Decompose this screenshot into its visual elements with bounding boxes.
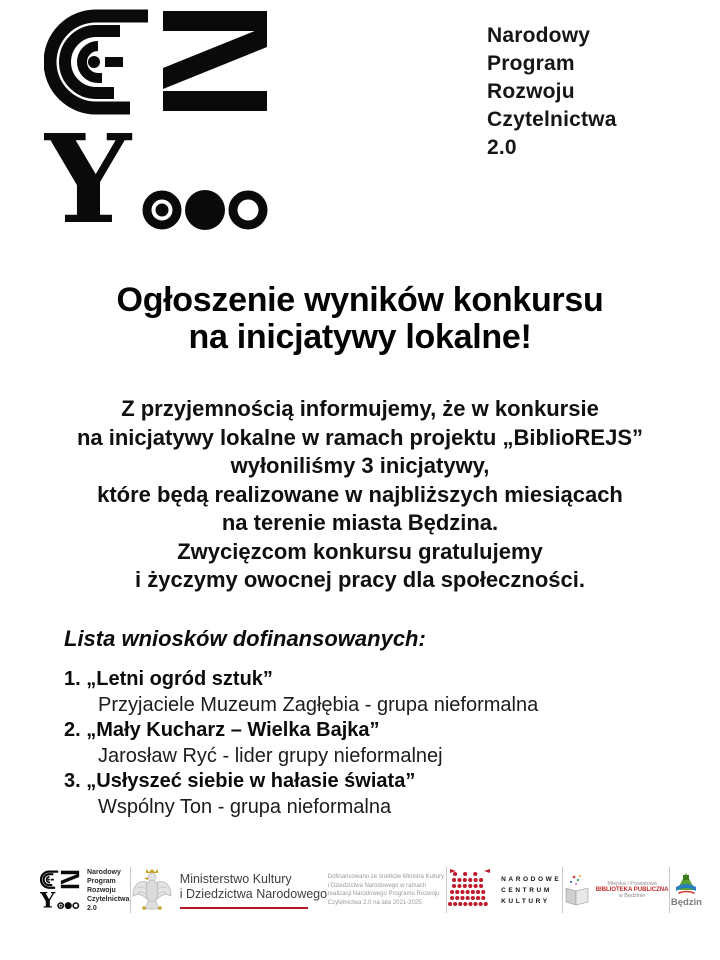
footer-ministry-text bbox=[180, 872, 327, 909]
intro-line: Z przyjemnością informujemy, że w konkursie bbox=[121, 396, 599, 421]
czytelnictwo-logo-icon bbox=[44, 8, 272, 234]
footer-nprcz-line: Rozwoju bbox=[87, 886, 116, 894]
footer-funding-disclaimer bbox=[328, 873, 446, 907]
footer-nprcz-line: 2.0 bbox=[87, 904, 97, 912]
footer-nprcz-text bbox=[87, 868, 129, 913]
nck-name-line: CENTRUM bbox=[501, 886, 552, 894]
library-name-line: w Będzinie bbox=[618, 893, 646, 899]
project-title bbox=[64, 718, 684, 744]
ministry-name-line: i Dziedzictwa Narodowego bbox=[179, 886, 328, 901]
program-name-line: Program bbox=[487, 52, 575, 75]
nck-name-line: NARODOWE bbox=[501, 875, 562, 883]
list-item bbox=[64, 769, 684, 820]
list-heading: Lista wniosków dofinansowanych: bbox=[64, 626, 426, 651]
czytelnictwo-logo-small-icon bbox=[40, 870, 80, 910]
project-applicant: Przyjaciele Muzeum Zagłębia - grupa nieformalna bbox=[98, 693, 539, 716]
intro-line: Zwycięzcom konkursu gratulujemy bbox=[177, 538, 543, 564]
library-name-line: Miejska i Powiatowa bbox=[607, 881, 657, 887]
nck-name-line: KULTURY bbox=[501, 897, 550, 905]
footer-nprcz-line: Czytelnictwa bbox=[87, 895, 130, 903]
program-name bbox=[487, 22, 617, 162]
project-number: 2. bbox=[64, 719, 81, 742]
project-number: 3. bbox=[64, 770, 81, 793]
intro-line: i życzymy owocnej pracy dla społeczności. bbox=[135, 567, 585, 592]
nck-castle-icon bbox=[448, 869, 492, 911]
intro-line: które będą realizowane w najbliższych miesiącach bbox=[97, 481, 623, 507]
footer-nck-logo bbox=[448, 869, 561, 911]
footer-nck-text bbox=[501, 874, 561, 907]
list-item bbox=[64, 718, 684, 769]
intro-line: wyłoniliśmy 3 inicjatywy, bbox=[230, 453, 490, 478]
footer-bedzin-logo bbox=[671, 872, 702, 908]
program-name-line: Rozwoju bbox=[487, 80, 575, 103]
project-number: 1. bbox=[64, 668, 81, 690]
footer-nprcz-line: Narodowy bbox=[87, 868, 121, 876]
disclaimer-line: Czytelnictwa 2.0 na lata 2021-2025. bbox=[327, 899, 424, 906]
project-title-text: „Letni ogród sztuk” bbox=[86, 668, 273, 690]
footer-nprcz-line: Program bbox=[87, 877, 116, 885]
program-name-line: 2.0 bbox=[487, 136, 517, 159]
page-title bbox=[0, 282, 720, 356]
bedzin-city-icon bbox=[673, 872, 699, 896]
library-name-line: BIBLIOTEKA PUBLICZNA bbox=[595, 887, 669, 893]
open-book-icon bbox=[564, 874, 590, 906]
footer-library-text bbox=[596, 881, 669, 899]
footer-library-logo bbox=[564, 874, 669, 906]
page-title-line: Ogłoszenie wyników konkursu bbox=[116, 281, 604, 319]
list-item bbox=[64, 667, 684, 718]
ministry-name-line: Ministerstwo Kultury bbox=[179, 871, 292, 886]
ministry-red-underline bbox=[180, 907, 308, 909]
funded-projects-list bbox=[64, 667, 684, 821]
eagle-emblem-icon bbox=[132, 867, 172, 913]
intro-paragraph bbox=[0, 395, 720, 595]
disclaimer-line: Dofinansowano ze środków Ministra Kultury bbox=[327, 874, 445, 880]
disclaimer-line: realizacji Narodowego Programu Rozwoju bbox=[327, 891, 440, 897]
footer-nprcz-logo bbox=[40, 868, 129, 913]
project-title-text: „Usłyszeć siebie w hałasie świata” bbox=[86, 770, 416, 793]
program-name-line: Narodowy bbox=[487, 24, 591, 47]
footer-ministry-logo bbox=[132, 867, 327, 913]
program-name-line: Czytelnictwa bbox=[487, 108, 617, 131]
project-applicant: Jarosław Ryć - lider grupy nieformalnej bbox=[98, 744, 443, 767]
project-applicant: Wspólny Ton - grupa nieformalna bbox=[98, 795, 392, 818]
partner-logo-strip bbox=[40, 860, 702, 920]
project-title-text: „Mały Kucharz – Wielka Bajka” bbox=[86, 719, 380, 742]
disclaimer-line: i Dziedzictwa Narodowego w ramach bbox=[327, 882, 427, 889]
intro-line: na terenie miasta Będzina. bbox=[221, 510, 499, 535]
page-title-line: na inicjatywy lokalne! bbox=[188, 318, 532, 356]
bedzin-city-name: Będzin bbox=[670, 897, 702, 908]
intro-line: na inicjatywy lokalne w ramach projektu „BiblioREJS” bbox=[76, 424, 644, 450]
project-title bbox=[64, 667, 684, 693]
project-title bbox=[64, 769, 684, 795]
